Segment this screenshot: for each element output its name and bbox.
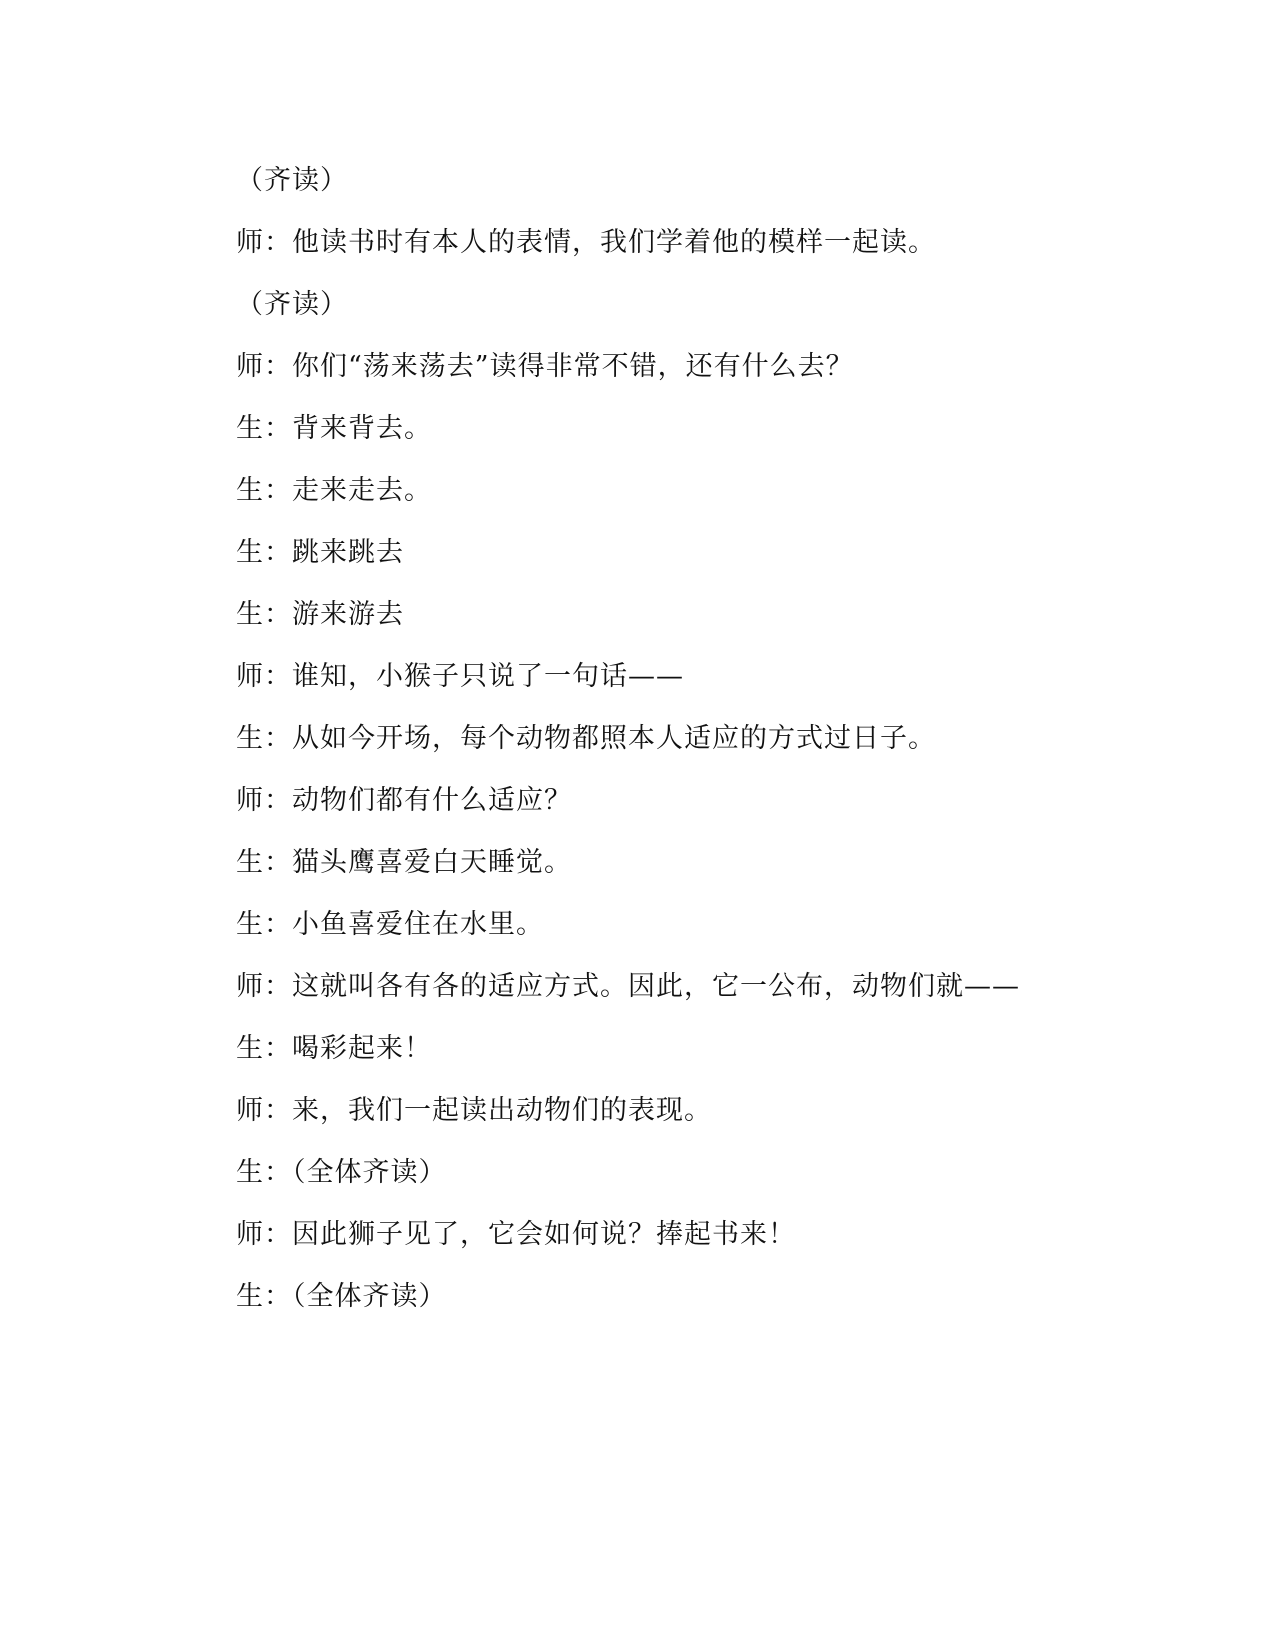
- dialogue-line: 生：（全体齐读）: [236, 1157, 447, 1188]
- dialogue-line: 生：喝彩起来！: [236, 1033, 432, 1064]
- dialogue-line: 生：猫头鹰喜爱白天睡觉。: [236, 847, 572, 878]
- dialogue-line: 师：来，我们一起读出动物们的表现。: [236, 1095, 712, 1126]
- dialogue-line: 师：这就叫各有各的适应方式。因此，它一公布，动物们就——: [236, 971, 1020, 1002]
- dialogue-line: （齐读）: [236, 289, 348, 320]
- dialogue-line: 师：你们“荡来荡去”读得非常不错，还有什么去？: [236, 351, 854, 382]
- dialogue-text: [236, 160, 1116, 1338]
- dialogue-line: 师：谁知，小猴子只说了一句话——: [236, 661, 684, 692]
- dialogue-line: 生：走来走去。: [236, 475, 432, 506]
- dialogue-line: 师：动物们都有什么适应？: [236, 785, 572, 816]
- dialogue-line: 生：从如今开场，每个动物都照本人适应的方式过日子。: [236, 723, 936, 754]
- dialogue-line: 生：小鱼喜爱住在水里。: [236, 909, 544, 940]
- dialogue-line: 生：（全体齐读）: [236, 1281, 447, 1312]
- dialogue-line: （齐读）: [236, 165, 348, 196]
- dialogue-line: 生：跳来跳去: [236, 537, 404, 568]
- dialogue-line: 生：背来背去。: [236, 413, 432, 444]
- dialogue-line: 师：因此狮子见了，它会如何说？捧起书来！: [236, 1219, 796, 1250]
- dialogue-line: 师：他读书时有本人的表情，我们学着他的模样一起读。: [236, 227, 936, 258]
- dialogue-line: 生：游来游去: [236, 599, 404, 630]
